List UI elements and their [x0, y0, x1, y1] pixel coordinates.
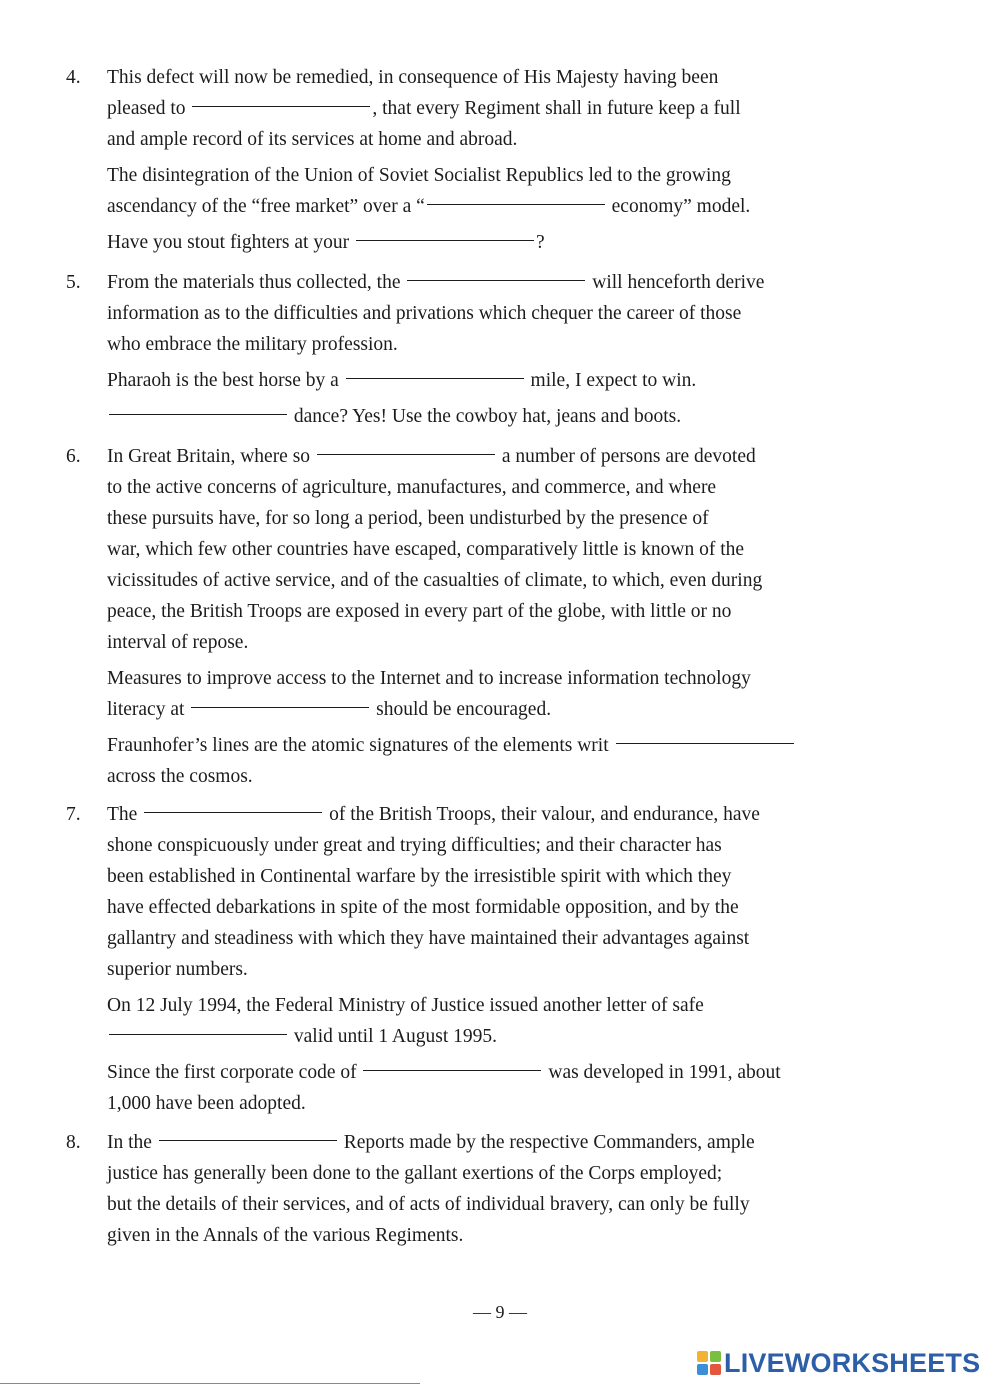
sentence-text: pleased to — [107, 98, 191, 119]
liveworksheets-logo-icon — [697, 1351, 721, 1375]
text-line — [107, 1220, 960, 1251]
text-line — [107, 627, 960, 658]
text-line — [107, 1088, 960, 1119]
sentence-text: justice has generally been done to the gallant exertions of the Corps employed; — [107, 1163, 723, 1184]
sentence-text: have effected debarkations in spite of the most formidable opposition, and by the — [107, 897, 739, 918]
sentence-text: was developed in 1991, about — [543, 1062, 781, 1083]
text-line — [107, 1158, 960, 1189]
text-line — [107, 596, 960, 627]
text-line — [107, 799, 960, 830]
sentence-text: of the British Troops, their valour, and endurance, have — [324, 804, 760, 825]
text-line — [107, 62, 960, 93]
sentence-text: Have you stout fighters at your — [107, 232, 354, 253]
logo-square-4 — [710, 1364, 721, 1375]
sentence-paragraph — [107, 990, 960, 1052]
text-line — [107, 124, 960, 155]
sentence-text: but the details of their services, and of acts of individual bravery, can only be fully — [107, 1194, 750, 1215]
answer-blank[interactable] — [109, 413, 287, 415]
answer-blank[interactable] — [191, 706, 369, 708]
sentence-text: valid until 1 August 1995. — [289, 1026, 498, 1047]
sentence-text: The disintegration of the Union of Soviet Socialist Republics led to the growing — [107, 165, 731, 186]
sentence-paragraph — [107, 663, 960, 725]
text-line — [107, 761, 960, 792]
sentence-text: Fraunhofer’s lines are the atomic signatures of the elements writ — [107, 735, 614, 756]
sentence-text: war, which few other countries have escaped, comparatively little is known of the — [107, 539, 745, 560]
answer-blank[interactable] — [407, 279, 585, 281]
text-line — [107, 329, 960, 360]
text-line — [107, 861, 960, 892]
sentence-paragraph — [107, 160, 960, 222]
sentence-text: a number of persons are devoted — [496, 446, 756, 467]
sentence-text: The — [107, 804, 143, 825]
sentence-text: economy” model. — [606, 196, 751, 217]
text-line — [107, 401, 960, 432]
sentence-text: peace, the British Troops are exposed in every part of the globe, with little or no — [107, 601, 732, 622]
sentence-text: Since the first corporate code of — [107, 1062, 362, 1083]
text-line — [107, 892, 960, 923]
sentence-paragraph — [107, 401, 960, 432]
sentence-text: given in the Annals of the various Regiments. — [107, 1225, 464, 1246]
sentence-text: 1,000 have been adopted. — [107, 1093, 306, 1114]
text-line — [107, 534, 960, 565]
sentence-text: vicissitudes of active service, and of the casualties of climate, to which, even during — [107, 570, 763, 591]
sentence-paragraph — [107, 441, 960, 658]
text-line — [107, 694, 960, 725]
item-number: 4. — [66, 67, 81, 88]
text-line — [107, 191, 960, 222]
sentence-text: Reports made by the respective Commanders, ample — [338, 1132, 755, 1153]
answer-blank[interactable] — [317, 453, 495, 455]
sentence-text: these pursuits have, for so long a period, been undisturbed by the presence of — [107, 508, 709, 529]
answer-blank[interactable] — [346, 377, 524, 379]
sentence-text: On 12 July 1994, the Federal Ministry of Justice issued another letter of safe — [107, 995, 704, 1016]
sentence-paragraph — [107, 62, 960, 155]
sentence-text: dance? Yes! Use the cowboy hat, jeans and boots. — [289, 406, 682, 427]
sentence-text: shone conspicuously under great and trying difficulties; and their character has — [107, 835, 722, 856]
logo-square-2 — [710, 1351, 721, 1362]
answer-blank[interactable] — [427, 203, 605, 205]
logo-square-3 — [697, 1364, 708, 1375]
text-line — [107, 160, 960, 191]
answer-blank[interactable] — [109, 1033, 287, 1035]
text-line — [107, 1189, 960, 1220]
sentence-text: across the cosmos. — [107, 766, 253, 787]
brand-logo[interactable] — [697, 1349, 980, 1377]
logo-square-1 — [697, 1351, 708, 1362]
sentence-paragraph — [107, 730, 960, 792]
text-line — [107, 441, 960, 472]
text-line — [107, 990, 960, 1021]
sentence-paragraph — [107, 227, 960, 258]
sentence-text: , that every Regiment shall in future keep a full — [372, 98, 741, 119]
item-number: 7. — [66, 804, 81, 825]
sentence-text: Pharaoh is the best horse by a — [107, 370, 344, 391]
sentence-text: gallantry and steadiness with which they have maintained their advantages against — [107, 928, 750, 949]
text-line — [107, 267, 960, 298]
text-line — [107, 93, 960, 124]
sentence-text: and ample record of its services at home and abroad. — [107, 129, 518, 150]
item-number: 5. — [66, 272, 81, 293]
answer-blank[interactable] — [616, 742, 794, 744]
sentence-text: should be encouraged. — [371, 699, 552, 720]
text-line — [107, 663, 960, 694]
answer-blank[interactable] — [363, 1069, 541, 1071]
sentence-paragraph — [107, 1057, 960, 1119]
sentence-text: superior numbers. — [107, 959, 248, 980]
sentence-text: will henceforth derive — [587, 272, 765, 293]
text-line — [107, 472, 960, 503]
text-line — [107, 298, 960, 329]
answer-blank[interactable] — [356, 239, 534, 241]
sentence-text: been established in Continental warfare by the irresistible spirit with which they — [107, 866, 732, 887]
brand-name: LIVEWORKSHEETS — [724, 1347, 981, 1378]
text-line — [107, 565, 960, 596]
sentence-paragraph — [107, 267, 960, 360]
text-line — [107, 923, 960, 954]
sentence-paragraph — [107, 365, 960, 396]
item-text — [107, 799, 960, 1124]
text-line — [107, 1057, 960, 1088]
text-line — [107, 227, 960, 258]
sentence-text: information as to the difficulties and privations which chequer the career of those — [107, 303, 742, 324]
text-line — [107, 954, 960, 985]
answer-blank[interactable] — [192, 105, 370, 107]
sentence-paragraph — [107, 1127, 960, 1251]
sentence-text: ? — [535, 232, 545, 253]
sentence-text: In Great Britain, where so — [107, 446, 315, 467]
sentence-text: who embrace the military profession. — [107, 334, 398, 355]
item-number: 6. — [66, 446, 81, 467]
answer-blank[interactable] — [144, 811, 322, 813]
item-text — [107, 267, 960, 437]
sentence-text: Measures to improve access to the Internet and to increase information technology — [107, 668, 751, 689]
sentence-text: ascendancy of the “free market” over a “ — [107, 196, 425, 217]
item-text — [107, 62, 960, 263]
sentence-text: to the active concerns of agriculture, manufactures, and commerce, and where — [107, 477, 717, 498]
sentence-text: interval of repose. — [107, 632, 249, 653]
item-text — [107, 441, 960, 797]
sentence-text: literacy at — [107, 699, 190, 720]
sentence-text: This defect will now be remedied, in consequence of His Majesty having been — [107, 67, 719, 88]
text-line — [107, 365, 960, 396]
text-line — [107, 1021, 960, 1052]
sentence-text: From the materials thus collected, the — [107, 272, 406, 293]
sentence-text: mile, I expect to win. — [525, 370, 697, 391]
text-line — [107, 1127, 960, 1158]
bottom-divider — [0, 1383, 420, 1384]
page-number: — 9 — — [473, 1302, 527, 1322]
text-line — [107, 730, 960, 761]
item-number: 8. — [66, 1132, 81, 1153]
sentence-paragraph — [107, 799, 960, 985]
text-line — [107, 503, 960, 534]
sentence-text: In the — [107, 1132, 157, 1153]
item-text — [107, 1127, 960, 1256]
answer-blank[interactable] — [159, 1139, 337, 1141]
text-line — [107, 830, 960, 861]
